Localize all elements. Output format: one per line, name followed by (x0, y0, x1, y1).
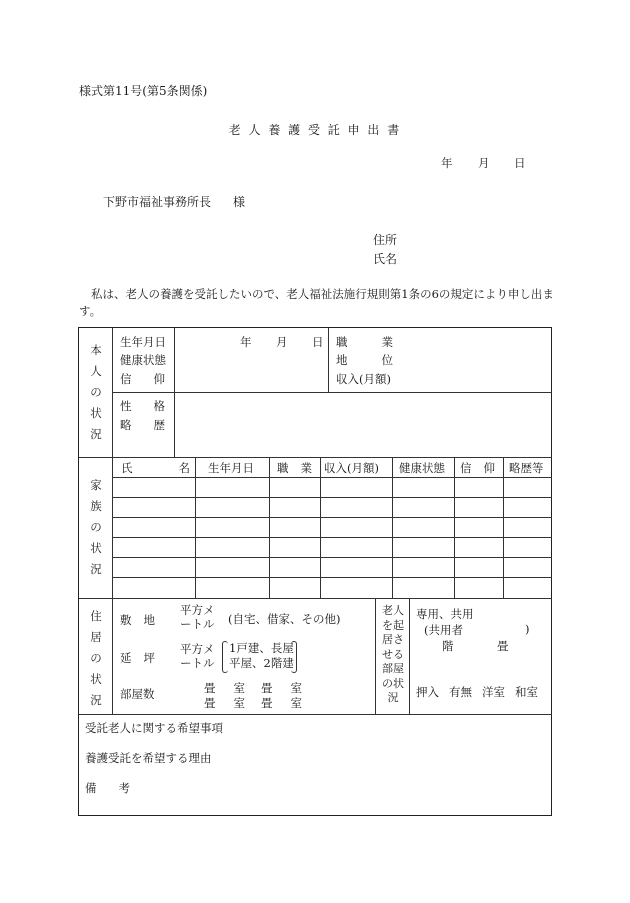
date-month-label: 月 (478, 156, 490, 170)
elder-room-facilities: 押入 有無 洋室 和室 (416, 685, 538, 699)
elder-room-label: 老人 を起 居さ せる 部屋 の状 況 (382, 604, 404, 704)
date-year-label: 年 (441, 156, 453, 170)
form-number: 様式第11号(第5条関係) (79, 84, 208, 98)
wishes-label: 受託老人に関する希望事項 (85, 721, 223, 735)
document-title: 老 人 養 護 受 託 申 出 書 (228, 123, 402, 137)
applicant-address-label: 住所 (373, 233, 398, 247)
family-col-occupation: 職 業 (277, 461, 312, 475)
housing-floor-label: 延 坪 (120, 651, 155, 665)
applicant-name-label: 氏名 (373, 252, 398, 266)
self-birthdate-label: 生年月日 (120, 335, 166, 349)
housing-site-unit: 平方メ ートル (180, 603, 215, 631)
elder-room-ownership: 専用、共用 (416, 607, 474, 621)
divider (454, 457, 455, 598)
divider (328, 328, 329, 392)
brace-right (291, 641, 297, 673)
divider (79, 714, 552, 715)
divider (112, 557, 552, 558)
divider (269, 457, 270, 598)
family-col-name: 氏 名 (121, 461, 190, 475)
elder-room-floor: 階 (442, 639, 454, 653)
family-section-label: 家 族 の 状 況 (90, 478, 102, 576)
tatami-room: 畳 室 (261, 681, 302, 695)
remarks-label: 備 考 (85, 781, 130, 795)
self-date-day: 日 (312, 335, 324, 349)
family-col-income: 収入(月額) (324, 461, 379, 475)
housing-building-types: 1戸建、長屋 平屋、2階建 (229, 641, 294, 670)
divider (112, 537, 552, 538)
divider (112, 497, 552, 498)
addressee (103, 193, 245, 210)
tatami-room: 畳 室 (204, 696, 245, 710)
divider (112, 477, 552, 478)
elder-room-tatami: 畳 (497, 639, 509, 653)
divider (112, 392, 552, 393)
divider (79, 598, 552, 599)
divider (320, 457, 321, 598)
family-col-history: 略歴等 (509, 461, 544, 475)
self-income-label: 収入(月額) (336, 372, 391, 386)
divider (503, 457, 504, 598)
self-history-label: 略 歴 (120, 418, 165, 432)
self-date-month: 月 (276, 335, 288, 349)
self-date-year: 年 (240, 335, 252, 349)
housing-site-type: (自宅、借家、その他) (228, 612, 341, 626)
self-health-label: 健康状態 (120, 353, 166, 367)
divider (174, 328, 175, 457)
housing-site-label: 敷 地 (120, 613, 155, 627)
divider (112, 577, 552, 578)
housing-rooms-label: 部屋数 (120, 687, 155, 701)
self-position-label: 地 位 (336, 353, 393, 367)
divider (409, 598, 410, 714)
elder-room-sharer: (共用者 (424, 623, 463, 637)
divider (392, 457, 393, 598)
divider (112, 328, 113, 714)
family-col-faith: 信 仰 (460, 461, 495, 475)
family-col-health: 健康状態 (399, 461, 445, 475)
application-statement: 私は、老人の養護を受託したいので、老人福祉法施行規則第1条の6の規定により申し出ます。 (79, 287, 554, 318)
addressee-honorific: 様 (233, 195, 246, 209)
housing-floor-unit: 平方メ ートル (180, 642, 215, 670)
self-section-label: 本 人 の 状 況 (90, 343, 102, 441)
housing-section-label: 住 居 の 状 況 (90, 609, 102, 707)
divider (79, 457, 552, 458)
self-personality-label: 性 格 (120, 399, 165, 413)
self-faith-label: 信 仰 (120, 372, 165, 386)
reason-label: 養護受託を希望する理由 (85, 751, 212, 765)
application-form-table (78, 327, 552, 816)
elder-room-sharer-close: ) (525, 622, 530, 636)
self-occupation-label: 職 業 (336, 335, 393, 349)
date-day-label: 日 (514, 156, 526, 170)
divider (375, 598, 376, 714)
divider (112, 517, 552, 518)
family-col-birthdate: 生年月日 (208, 461, 254, 475)
divider (195, 457, 196, 598)
brace-left (222, 641, 228, 673)
addressee-name: 下野市福祉事務所長 (103, 195, 212, 209)
tatami-room: 畳 室 (261, 696, 302, 710)
tatami-room: 畳 室 (204, 681, 245, 695)
